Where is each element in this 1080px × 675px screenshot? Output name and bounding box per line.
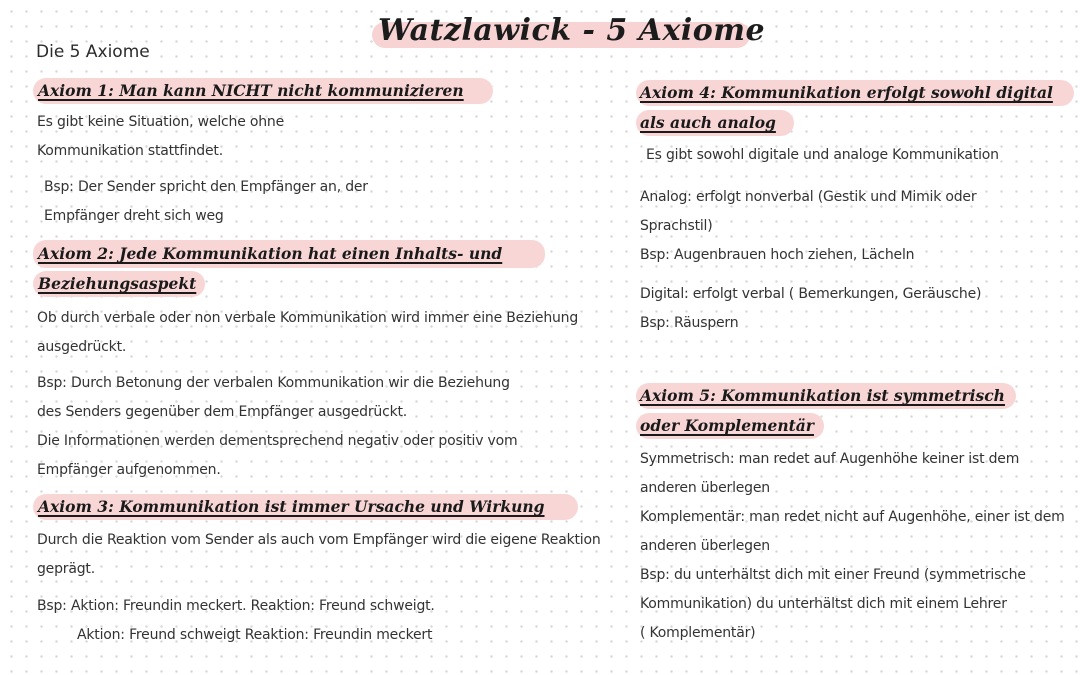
axiom4-digital-line: Digital: erfolgt verbal ( Bemerkungen, Geräusche) [640, 286, 982, 302]
axiom1-text-line: Kommunikation stattfindet. [37, 143, 223, 159]
axiom2-text-line: Ob durch verbale oder non verbale Kommunikation wird immer eine Beziehung [37, 310, 579, 326]
axiom3-heading: Axiom 3: Kommunikation ist immer Ursache und Wirkung [38, 497, 545, 516]
axiom3-text-line: geprägt. [37, 561, 95, 577]
axiom5-text-line: Kommunikation) du unterhältst dich mit einem Lehrer [640, 596, 1007, 612]
axiom2-example-line: des Senders gegenüber dem Empfänger ausgedrückt. [37, 404, 408, 420]
axiom5-text-line: Bsp: du unterhältst dich mit einer Freund (symmetrische [640, 567, 1026, 583]
axiom1-heading: Axiom 1: Man kann NICHT nicht kommunizieren [38, 81, 464, 100]
axiom5-heading: Axiom 5: Kommunikation ist symmetrisch [640, 386, 1005, 405]
axiom5-text-line: anderen überlegen [640, 538, 770, 554]
axiom1-example-line: Empfänger dreht sich weg [44, 208, 224, 224]
axiom5-text-line: anderen überlegen [640, 480, 770, 496]
page-subtitle: Die 5 Axiome [36, 42, 150, 62]
axiom2-example-line: Bsp: Durch Betonung der verbalen Kommunikation wir die Beziehung [37, 375, 510, 391]
axiom4-heading: Axiom 4: Kommunikation erfolgt sowohl digital [640, 83, 1053, 102]
axiom1-text-line: Es gibt keine Situation, welche ohne [37, 114, 284, 130]
page-title: Watzlawick - 5 Axiome [378, 13, 766, 48]
axiom4-heading: als auch analog [640, 113, 776, 132]
axiom4-analog-line: Bsp: Augenbrauen hoch ziehen, Lächeln [640, 247, 915, 263]
axiom2-heading: Beziehungsaspekt [38, 274, 197, 293]
axiom3-text-line: Durch die Reaktion vom Sender als auch vom Empfänger wird die eigene Reaktion [37, 532, 601, 548]
axiom5-text-line: Komplementär: man redet nicht auf Augenhöhe, einer ist dem [640, 509, 1065, 525]
axiom5-heading: oder Komplementär [640, 416, 814, 435]
axiom4-analog-line: Sprachstil) [640, 218, 713, 234]
axiom2-text-line: ausgedrückt. [37, 339, 127, 355]
axiom2-example-line: Empfänger aufgenommen. [37, 462, 221, 478]
axiom4-analog-line: Analog: erfolgt nonverbal (Gestik und Mimik oder [640, 189, 977, 205]
axiom1-example-line: Bsp: Der Sender spricht den Empfänger an, der [44, 179, 368, 195]
axiom2-example-line: Die Informationen werden dementsprechend negativ oder positiv vom [37, 433, 518, 449]
axiom2-heading: Axiom 2: Jede Kommunikation hat einen Inhalts- und [38, 244, 503, 263]
axiom4-intro: Es gibt sowohl digitale und analoge Kommunikation [646, 147, 999, 163]
axiom5-text-line: ( Komplementär) [640, 625, 756, 641]
axiom5-text-line: Symmetrisch: man redet auf Augenhöhe keiner ist dem [640, 451, 1020, 467]
axiom3-example-line: Bsp: Aktion: Freundin meckert. Reaktion: Freund schweigt. [37, 598, 435, 614]
axiom3-example-line: Aktion: Freund schweigt Reaktion: Freundin meckert [77, 627, 433, 643]
axiom4-digital-line: Bsp: Räuspern [640, 315, 739, 331]
